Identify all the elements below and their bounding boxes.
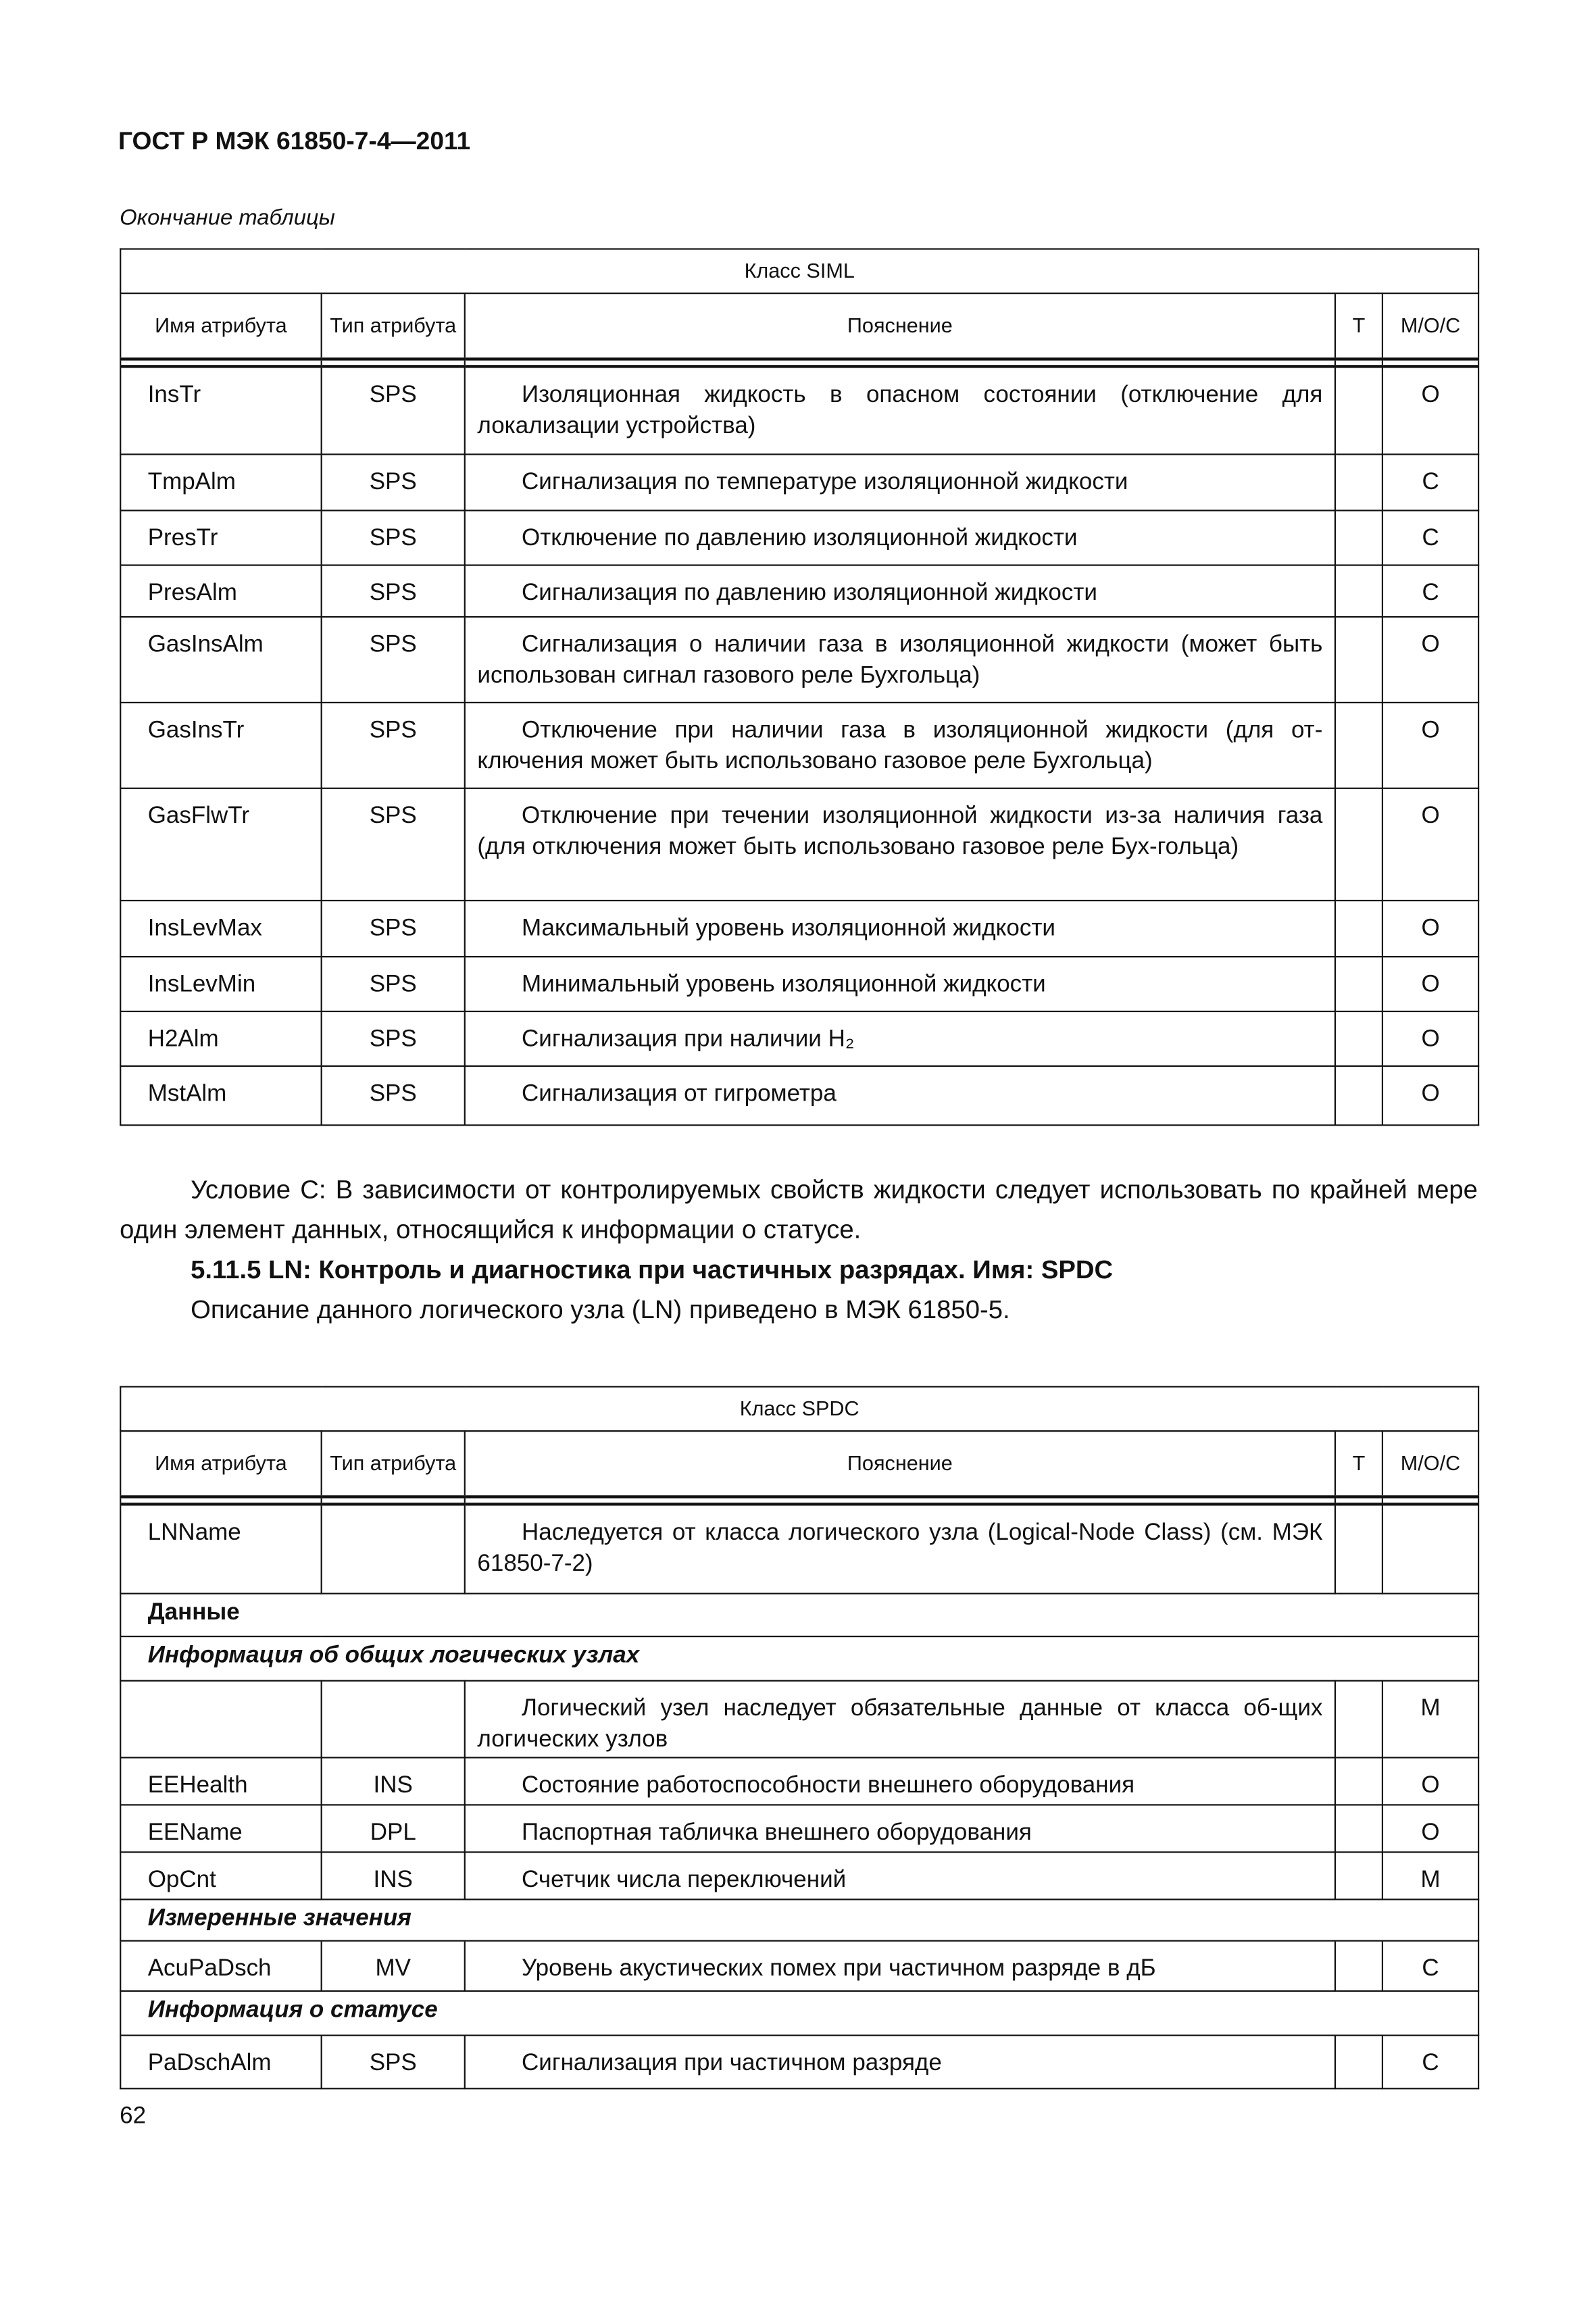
attribute-name: OpCnt [120,1852,321,1899]
separator-cell [465,1496,1335,1503]
attribute-t [1335,617,1382,703]
attribute-description-cell [465,1757,1335,1805]
class-title: Класс SIML [120,249,1478,294]
attribute-type: SPS [322,901,465,957]
column-header-name: Имя атрибута [120,1431,321,1496]
separator-cell [1335,358,1382,366]
attribute-description: Минимальный уровень изоляционной жидкости [522,972,1046,998]
attribute-t [1335,366,1382,454]
attribute-t [1335,1503,1382,1593]
attribute-t [1335,2036,1382,2089]
attribute-type: SPS [322,957,465,1011]
separator-cell [1382,1496,1478,1503]
attribute-description-cell [465,1066,1335,1125]
attribute-description: Отключение при течении изоляционной жидкости из-за наличия газа (для отключения может быть использовано газовое реле Бух-гольца) [477,803,1323,860]
section-label: Измеренные значения [120,1899,1478,1940]
condition-paragraph: Условие С: В зависимости от контролируемых свойств жидкости следует использовать по крайней мере один элемент данных, относящийся к информации о статусе. [120,1174,1478,1244]
attribute-type: SPS [322,565,465,618]
table-row [120,511,1478,565]
attribute-moc: C [1382,2036,1478,2089]
attribute-type: SPS [322,366,465,454]
attribute-t [1335,1941,1382,1991]
attribute-name: GasInsAlm [120,617,321,703]
table-continuation-label: Окончание таблицы [120,205,335,231]
attribute-description: Наследуется от класса логического узла (Logical-Node Class) (см. МЭК 61850-7-2) [477,1519,1323,1576]
table-row [120,703,1478,788]
table-row [120,1011,1478,1066]
column-header-desc: Пояснение [465,1431,1335,1496]
table-row [120,1852,1478,1899]
attribute-name: PresTr [120,511,321,565]
attribute-moc: O [1382,957,1478,1011]
attribute-description-cell [465,1852,1335,1899]
attribute-t [1335,565,1382,618]
attribute-name: EEHealth [120,1757,321,1805]
separator-cell [465,358,1335,366]
attribute-type: MV [322,1941,465,1991]
section-row [120,1636,1478,1681]
attribute-type: SPS [322,455,465,511]
attribute-moc: O [1382,366,1478,454]
table-row [120,366,1478,454]
attribute-name [120,1681,321,1758]
section-row [120,1594,1478,1636]
attribute-moc: M [1382,1681,1478,1758]
attribute-name: MstAlm [120,1066,321,1125]
table-row [120,1066,1478,1125]
spdc-class-table [120,1386,1479,2089]
attribute-type [322,1503,465,1593]
table-row [120,617,1478,703]
attribute-t [1335,901,1382,957]
attribute-description-cell [465,366,1335,454]
siml-class-table [120,248,1479,1126]
attribute-type: SPS [322,788,465,901]
attribute-description: Отключение по давлению изоляционной жидкости [522,526,1078,551]
attribute-t [1335,703,1382,788]
section-label: Информация о статусе [120,1991,1478,2036]
attribute-type: SPS [322,1066,465,1125]
attribute-description-cell [465,511,1335,565]
attribute-description: Паспортная табличка внешнего оборудования [522,1820,1032,1846]
attribute-description: Изоляционная жидкость в опасном состоянии (отключение для локализации устройства) [477,382,1323,438]
attribute-name: InsLevMax [120,901,321,957]
attribute-moc: O [1382,1066,1478,1125]
attribute-type: INS [322,1757,465,1805]
column-header-t: Т [1335,1431,1382,1496]
attribute-t [1335,511,1382,565]
attribute-description: Сигнализация по температуре изоляционной жидкости [522,470,1128,495]
attribute-name: LNName [120,1503,321,1593]
table-row [120,565,1478,618]
table-row [120,788,1478,901]
attribute-description-cell [465,1805,1335,1852]
header-separator [120,1496,1478,1503]
attribute-description-cell [465,1503,1335,1593]
attribute-description: Счетчик числа переключений [522,1867,847,1893]
attribute-t [1335,1681,1382,1758]
separator-cell [120,1496,321,1503]
section-label: Информация об общих логических узлах [120,1636,1478,1681]
attribute-description: Уровень акустических помех при частичном разряде в дБ [522,1956,1156,1982]
attribute-description-cell [465,617,1335,703]
attribute-type: DPL [322,1805,465,1852]
attribute-type: SPS [322,1011,465,1066]
attribute-description: Отключение при наличии газа в изоляционной жидкости (для от-ключения может быть использовано газовое реле Бухгольца) [477,718,1323,774]
attribute-t [1335,1805,1382,1852]
attribute-type: INS [322,1852,465,1899]
column-header-row [120,293,1478,358]
attribute-moc: O [1382,1011,1478,1066]
attribute-description-cell [465,901,1335,957]
column-header-row [120,1431,1478,1496]
attribute-t [1335,957,1382,1011]
class-title-row [120,249,1478,294]
table-row [120,1757,1478,1805]
attribute-moc: O [1382,788,1478,901]
document-header: ГОСТ Р МЭК 61850-7-4—2011 [118,127,471,155]
page-number: 62 [120,2104,147,2130]
table-row [120,1941,1478,1991]
separator-cell [120,358,321,366]
description-paragraph: Описание данного логического узла (LN) приведено в МЭК 61850-5. [191,1294,1010,1324]
attribute-name: PresAlm [120,565,321,618]
class-title-row [120,1386,1478,1431]
attribute-description-cell [465,703,1335,788]
attribute-type: SPS [322,511,465,565]
attribute-moc: O [1382,901,1478,957]
attribute-moc: C [1382,511,1478,565]
attribute-type [322,1681,465,1758]
table-row [120,1805,1478,1852]
attribute-description: Сигнализация по давлению изоляционной жидкости [522,580,1097,606]
separator-cell [1335,1496,1382,1503]
column-header-type: Тип атрибута [322,293,465,358]
table-row [120,957,1478,1011]
attribute-description: Сигнализация при частичном разряде [522,2051,942,2076]
attribute-t [1335,455,1382,511]
attribute-name: GasInsTr [120,703,321,788]
body-text [120,1170,1478,1330]
attribute-type: SPS [322,703,465,788]
attribute-description-cell [465,788,1335,901]
attribute-description: Максимальный уровень изоляционной жидкости [522,915,1055,942]
separator-cell [322,1496,465,1503]
attribute-t [1335,1011,1382,1066]
attribute-type: SPS [322,2036,465,2089]
attribute-t [1335,788,1382,901]
table-row [120,1681,1478,1758]
attribute-description: Сигнализация от гигрометра [522,1081,837,1107]
attribute-description-cell [465,2036,1335,2089]
attribute-description-cell [465,1941,1335,1991]
attribute-type: SPS [322,617,465,703]
class-title: Класс SPDC [120,1386,1478,1431]
attribute-moc: O [1382,1757,1478,1805]
attribute-name: EEName [120,1805,321,1852]
attribute-moc: O [1382,617,1478,703]
attribute-t [1335,1757,1382,1805]
attribute-description-cell [465,1011,1335,1066]
column-header-type: Тип атрибута [322,1431,465,1496]
section-row [120,1899,1478,1940]
attribute-description-cell [465,957,1335,1011]
table-row [120,2036,1478,2089]
column-header-name: Имя атрибута [120,293,321,358]
attribute-description: Сигнализация о наличии газа в изоляционной жидкости (может быть использован сигнал газового реле Бухгольца) [477,632,1323,689]
table-row [120,1503,1478,1593]
attribute-description-cell [465,565,1335,618]
column-header-t: Т [1335,293,1382,358]
attribute-moc: C [1382,1941,1478,1991]
attribute-description-cell [465,455,1335,511]
attribute-description: Состояние работоспособности внешнего оборудования [522,1773,1135,1799]
attribute-moc: C [1382,565,1478,618]
attribute-t [1335,1066,1382,1125]
attribute-description: Логический узел наследует обязательные данные от класса об-щих логических узлов [477,1696,1323,1753]
column-header-moc: М/О/С [1382,293,1478,358]
attribute-moc: M [1382,1852,1478,1899]
separator-cell [1382,358,1478,366]
attribute-name: GasFlwTr [120,788,321,901]
attribute-name: InsTr [120,366,321,454]
table-row [120,901,1478,957]
section-heading: 5.11.5 LN: Контроль и диагностика при частичных разрядах. Имя: SPDC [191,1254,1114,1284]
attribute-moc: O [1382,703,1478,788]
attribute-t [1335,1852,1382,1899]
attribute-moc: C [1382,455,1478,511]
separator-cell [322,358,465,366]
section-row [120,1991,1478,2036]
attribute-moc: O [1382,1805,1478,1852]
table-row [120,455,1478,511]
column-header-desc: Пояснение [465,293,1335,358]
attribute-name: InsLevMin [120,957,321,1011]
attribute-name: PaDschAlm [120,2036,321,2089]
header-separator [120,358,1478,366]
section-label: Данные [120,1594,1478,1636]
attribute-name: TmpAlm [120,455,321,511]
attribute-description-cell [465,1681,1335,1758]
attribute-moc [1382,1503,1478,1593]
column-header-moc: М/О/С [1382,1431,1478,1496]
attribute-description: Сигнализация при наличии H₂ [522,1026,855,1053]
attribute-name: AcuPaDsch [120,1941,321,1991]
attribute-name: H2Alm [120,1011,321,1066]
